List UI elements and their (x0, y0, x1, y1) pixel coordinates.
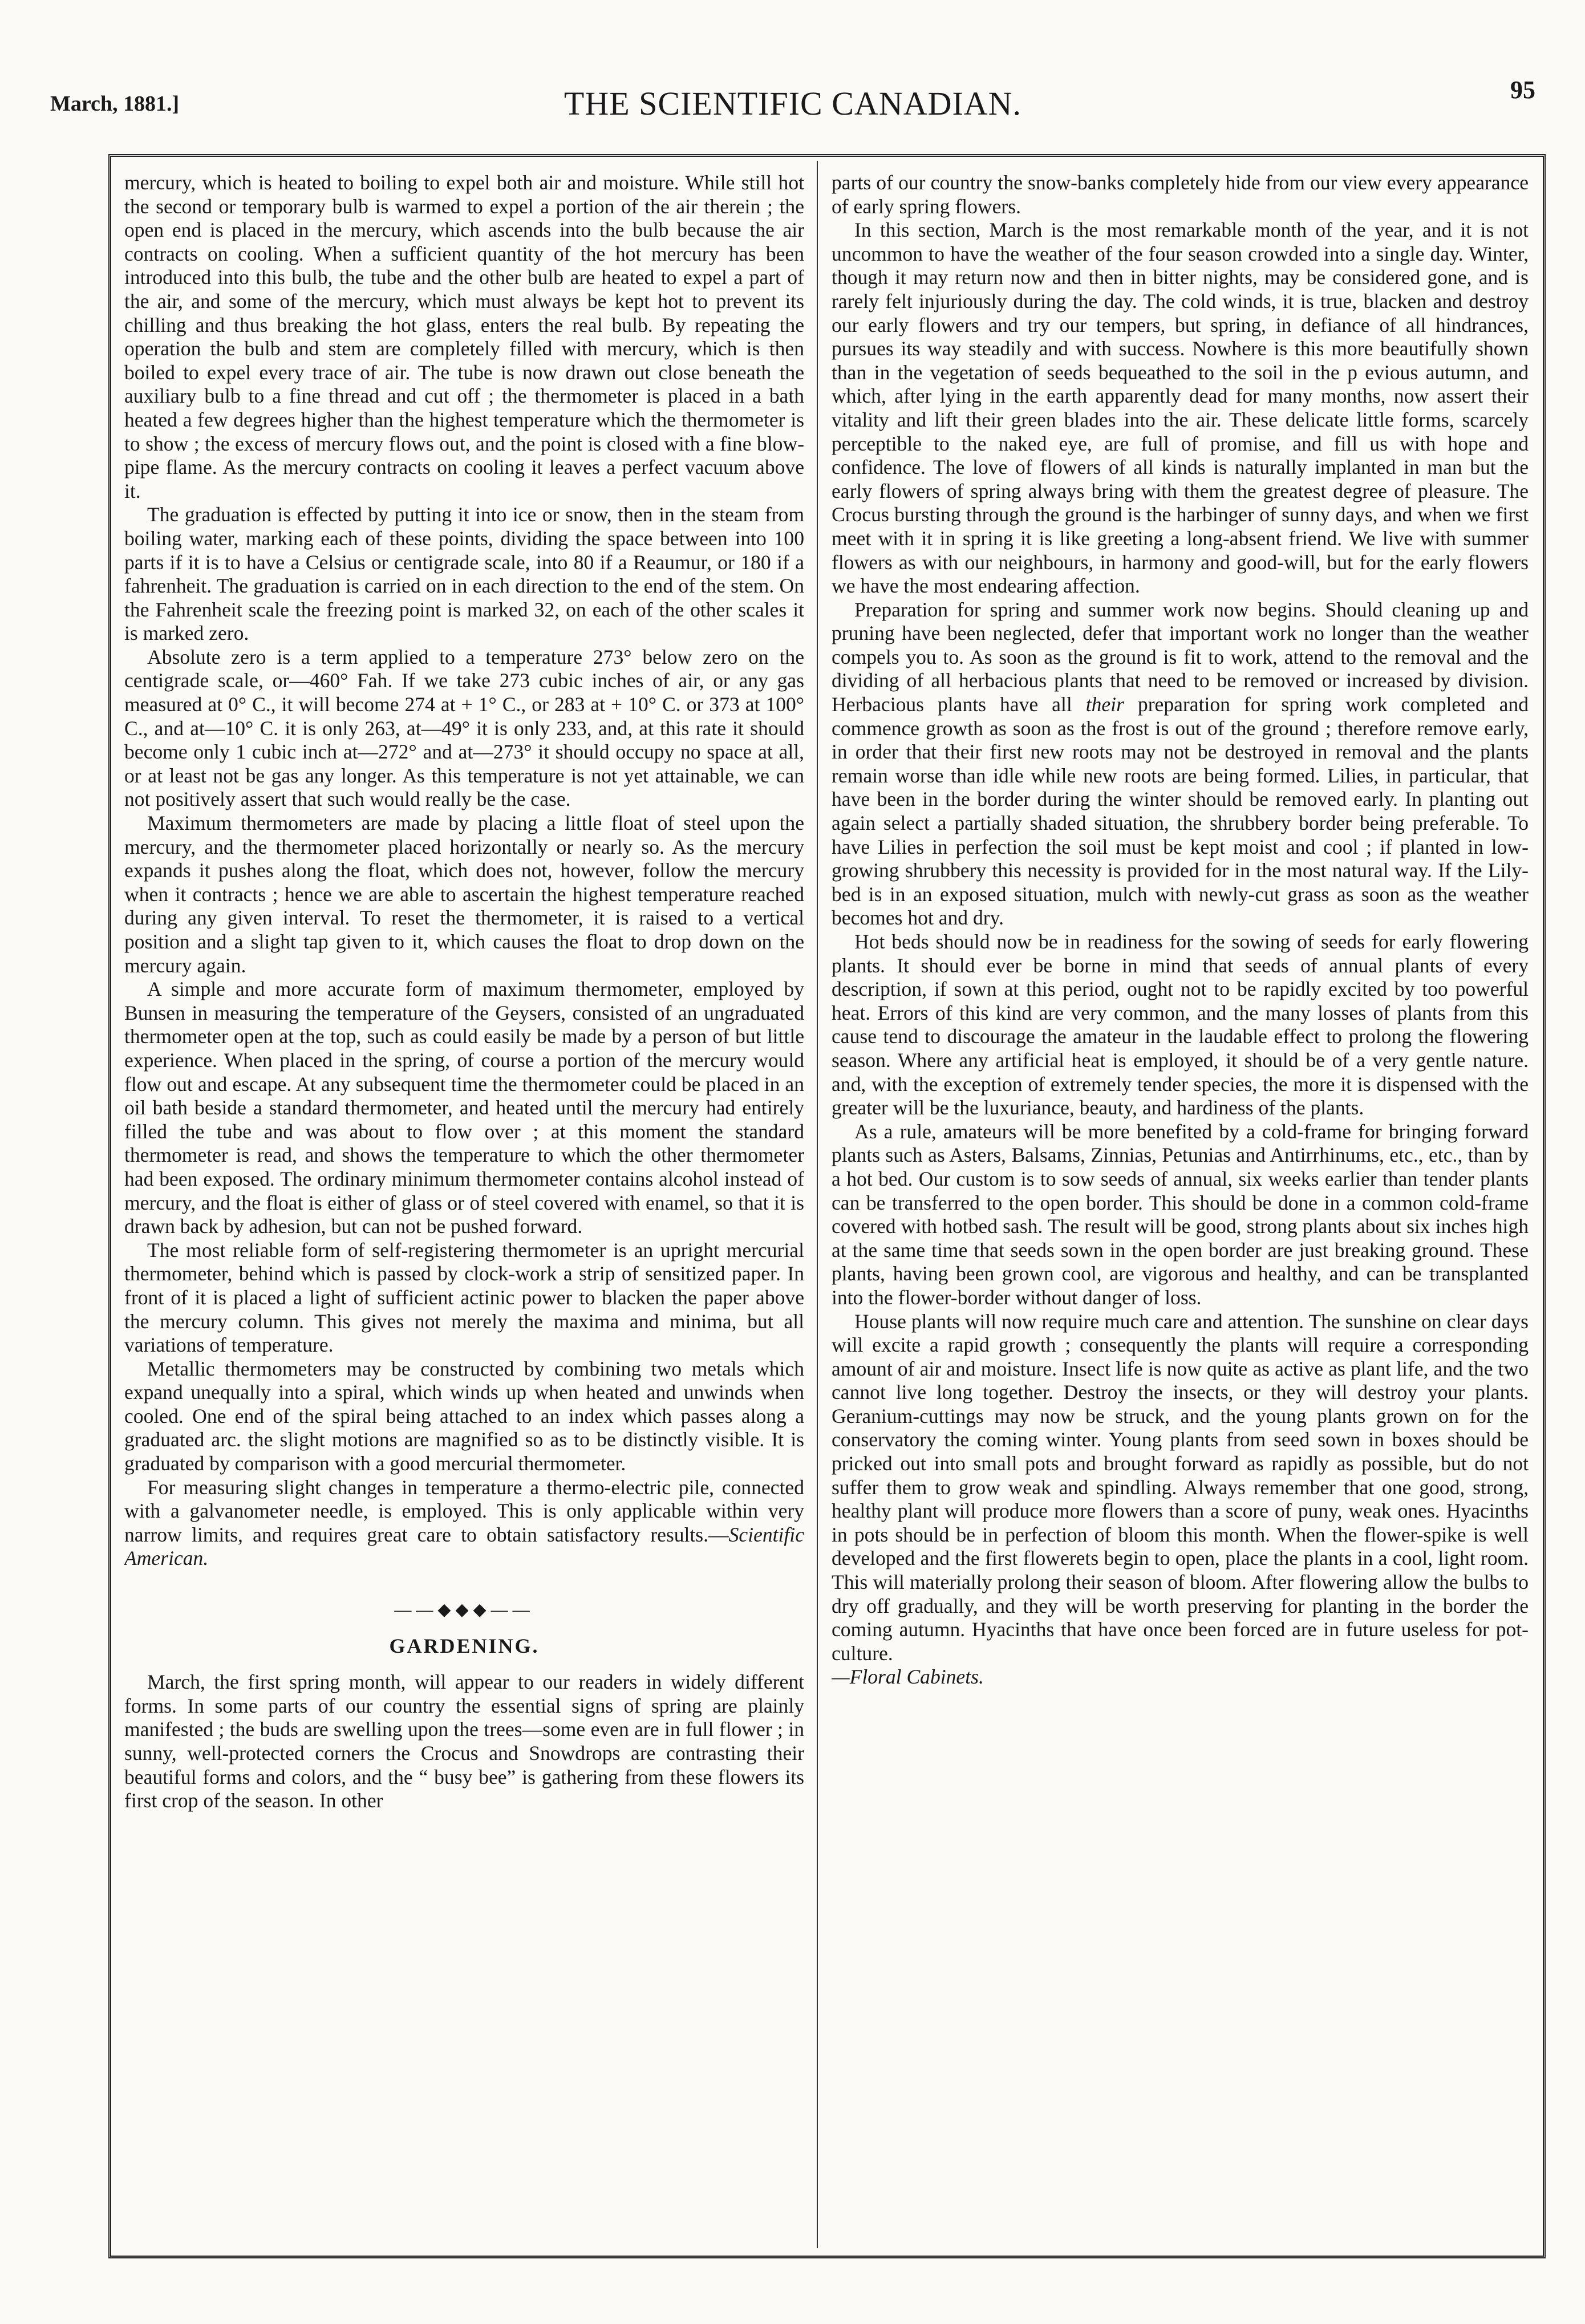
paragraph: parts of our country the snow-banks completely hide from our view every appearance of early spring flowers. (832, 171, 1529, 218)
source-citation: Scientific American. (124, 1523, 804, 1570)
column-rule (817, 161, 818, 2248)
paragraph-text: For measuring slight changes in temperature a thermo-electric pile, connected with a galvanometer needle, is employed. This is only applicable within very narrow limits, and requires great care to obtain satisfactory results.— (124, 1475, 804, 1546)
publication-title: THE SCIENTIFIC CANADIAN. (564, 85, 1022, 122)
paragraph: In this section, March is the most remarkable month of the year, and it is not uncommon to have the weather of the four season crowded into a single day. Winter, though it may return now and then in bitter nights, may be considered gone, and is rarely felt injuriously during the day. The cold winds, it is true, blacken and destroy our early flowers and try our tempers, but spring, in defiance of all hindrances, pursues its way steadily and with success. Nowhere is this more beautifully shown than in the vegetation of seeds bequeathed to the soil in the p evious autumn, and which, after lying in the earth apparently dead for many months, now assert their vitality and lift their green blades into the air. These delicate little forms, scarcely perceptible to the naked eye, are full of promise, and fill us with hope and confidence. The love of flowers of all kinds is naturally implanted in man but the early flowers of spring always bring with them the greatest degree of pleasure. The Crocus bursting through the ground is the harbinger of sunny days, and when we first meet with it in spring it is like greeting a long-absent friend. We live with summer flowers as with our neighbours, in harmony and good-will, but for the early flowers we have the most endearing affection. (832, 218, 1529, 598)
paragraph: March, the first spring month, will appear to our readers in widely different forms. In some parts of our country the essential signs of spring are plainly manifested ; the buds are swelling upon the trees—some even are in full flower ; in sunny, well-protected corners the Crocus and Snowdrops are contrasting their beautiful forms and colors, and the “ busy bee” is gathering from these flowers its first crop of the season. In other (124, 1670, 804, 1812)
source-text: —Floral Cabinets. (832, 1665, 984, 1689)
paragraph-text: Preparation for spring and summer work now begins. Should cleaning up and pruning have been neglected, defer that important work no longer than the weather compels you to. As soon as the ground is fit to work, attend to the removal and the dividing of all herbacious plants that need to be removed or increased by division. Herbacious plants have all (832, 598, 1529, 716)
left-column (124, 171, 804, 2241)
paragraph (124, 1476, 804, 1571)
paragraph: Absolute zero is a term applied to a temperature 273° below zero on the centigrade scale, or—460° Fah. If we take 273 cubic inches of air, or any gas measured at 0° C., it will become 274 at + 1° C., or 283 at + 10° C. or 373 at 100° C., and at—10° C. it is only 263, at—49° it is only 233, and, at this rate it should become only 1 cubic inch at—272° and at—273° it should occupy no space at all, or at least not be gas any longer. As this temperature is not yet attainable, we can not positively assert that such would really be the case. (124, 645, 804, 811)
paragraph (832, 598, 1529, 930)
paragraph: House plants will now require much care and attention. The sunshine on clear days will excite a rapid growth ; consequently the plants will require a corresponding amount of air and moisture. Insect life is now quite as active as plant life, and the two cannot live long together. Destroy the insects, or they will destroy your plants. Geranium-cuttings may now be struck, and the young plants grown on for the conservatory the coming winter. Young plants from seed sown in boxes should be pricked out into small pots and brought forward as rapidly as possible, but do not suffer them to grow weak and spindling. Always remember that one good, strong, healthy plant will produce more flowers than a score of puny, weak ones. Hyacinths in pots should be in perfection of bloom this month. When the flower-spike is well developed and the first flowerets begin to open, place the plants in a cool, light room. This will materially prolong their season of bloom. After flowering allow the bulbs to dry off gradually, and they will be worth preserving for planting in the border the coming autumn. Hyacinths that have once been forced are in future useless for pot-culture. (832, 1309, 1529, 1665)
paragraph: A simple and more accurate form of maximum thermometer, employed by Bunsen in measuring the temperature of the Geysers, consisted of an ungraduated thermometer open at the top, such as could easily be made by a person of but little experience. When placed in the spring, of course a portion of the mercury would flow out and escape. At any subsequent time the thermometer could be placed in an oil bath beside a standard thermometer, and heated until the mercury had entirely filled the tube and was about to flow over ; at this moment the standard thermometer is read, and shows the temperature to which the other thermometer had been exposed. The ordinary minimum thermometer contains alcohol instead of mercury, and the float is either of glass or of steel covered with enamel, so that it is drawn back by adhesion, but can not be pushed forward. (124, 978, 804, 1238)
paragraph: Metallic thermometers may be constructed by combining two metals which expand unequally into a spiral, which winds up when heated and unwinds when cooled. One end of the spiral being attached to an index which passes along a graduated arc. the slight motions are magnified so as to be distinctly visible. It is graduated by comparison with a good mercurial thermometer. (124, 1357, 804, 1475)
source-citation (832, 1665, 1529, 1689)
paragraph: The graduation is effected by putting it into ice or snow, then in the steam from boiling water, marking each of these points, dividing the space between into 100 parts if it is to have a Celsius or centigrade scale, into 80 if a Reaumur, or 180 if a fahrenheit. The graduation is carried on in each direction to the end of the stem. On the Fahrenheit scale the freezing point is marked 32, on each of the other scales it is marked zero. (124, 503, 804, 645)
section-title: GARDENING. (389, 1634, 540, 1657)
page-header (50, 75, 1535, 132)
right-column (832, 171, 1529, 2241)
page-number: 95 (1510, 76, 1535, 104)
paragraph: mercury, which is heated to boiling to expel both air and moisture. While still hot the second or temporary bulb is warmed to expel a portion of the air therein ; the open end is placed in the mercury, which ascends into the bulb because the air contracts on cooling. When a sufficient quantity of the hot mercury has been introduced into this bulb, the tube and the other bulb are heated to expel a part of the air, and some of the mercury, which must always be kept hot to prevent its chilling and thus breaking the hot glass, enters the real bulb. By repeating the operation the bulb and stem are completely filled with mercury, which is then boiled to expel every trace of air. The tube is now drawn out close beneath the auxiliary bulb to a fine thread and cut off ; the thermometer is placed in a bath heated a few degrees higher than the highest temperature which the thermometer is to show ; the excess of mercury flows out, and the point is closed with a fine blow-pipe flame. As the mercury contracts on cooling it leaves a perfect vacuum above it. (124, 171, 804, 502)
emphasis: their (1085, 693, 1124, 716)
paragraph: Hot beds should now be in readiness for the sowing of seeds for early flowering plants. It should ever be borne in mind that seeds of annual plants of every description, if sown at this period, ought not to be rapidly excited by too powerful heat. Errors of this kind are very common, and the many losses of plants from this cause tend to discourage the amateur in the laudable effect to prolong the flowering season. Where any artificial heat is employed, it should be of a very gentle nature. and, with the exception of extremely tender species, the more it is dispensed with the greater will be the luxuriance, beauty, and hardiness of the plants. (832, 930, 1529, 1120)
issue-date: March, 1881.] (50, 92, 180, 116)
section-divider: ——◆◆◆—— (394, 1600, 534, 1620)
paragraph: As a rule, amateurs will be more benefited by a cold-frame for bringing forward plants such as Asters, Balsams, Zinnias, Petunias and Antirrhinums, etc., etc., than by a hot bed. Our custom is to sow seeds of annual, six weeks earlier than tender plants can be transferred to the open border. This should be done in a common cold-frame covered with hotbed sash. The result will be good, strong plants about six inches high at the same time that seeds sown in the open border are just breaking ground. These plants, having been grown cool, are vigorous and healthy, and can be transplanted into the flower-border without danger of loss. (832, 1120, 1529, 1309)
paragraph: Maximum thermometers are made by placing a little float of steel upon the mercury, and the thermometer placed horizontally or nearly so. As the mercury expands it pushes along the float, which does not, however, follow the mercury when it contracts ; hence we are able to ascertain the highest temperature reached during any given interval. To reset the thermometer, it is raised to a vertical position and a slight tap given to it, which causes the float to drop down on the mercury again. (124, 812, 804, 977)
paragraph: The most reliable form of self-registering thermometer is an upright mercurial thermometer, behind which is passed by clock-work a strip of sensitized paper. In front of it is placed a light of sufficient actinic power to blacken the paper above the mercury column. This gives not merely the maxima and minima, but all variations of temperature. (124, 1238, 804, 1357)
paragraph-text: preparation for spring work completed and commence growth as soon as the frost is out of the ground ; therefore remove early, in order that their first new roots may not be destroyed in removal and the plants remain worse than idle while new roots are being formed. Lilies, in particular, that have been in the border during the winter should be removed early. In planting out again select a partially shaded situation, the shrubbery border being preferable. To have Lilies in perfection the soil must be kept moist and cool ; if planted in low-growing shrubbery this necessity is provided for in the most natural way. If the Lily-bed is in an exposed situation, mulch with newly-cut grass as soon as the weather becomes hot and dry. (832, 693, 1529, 930)
